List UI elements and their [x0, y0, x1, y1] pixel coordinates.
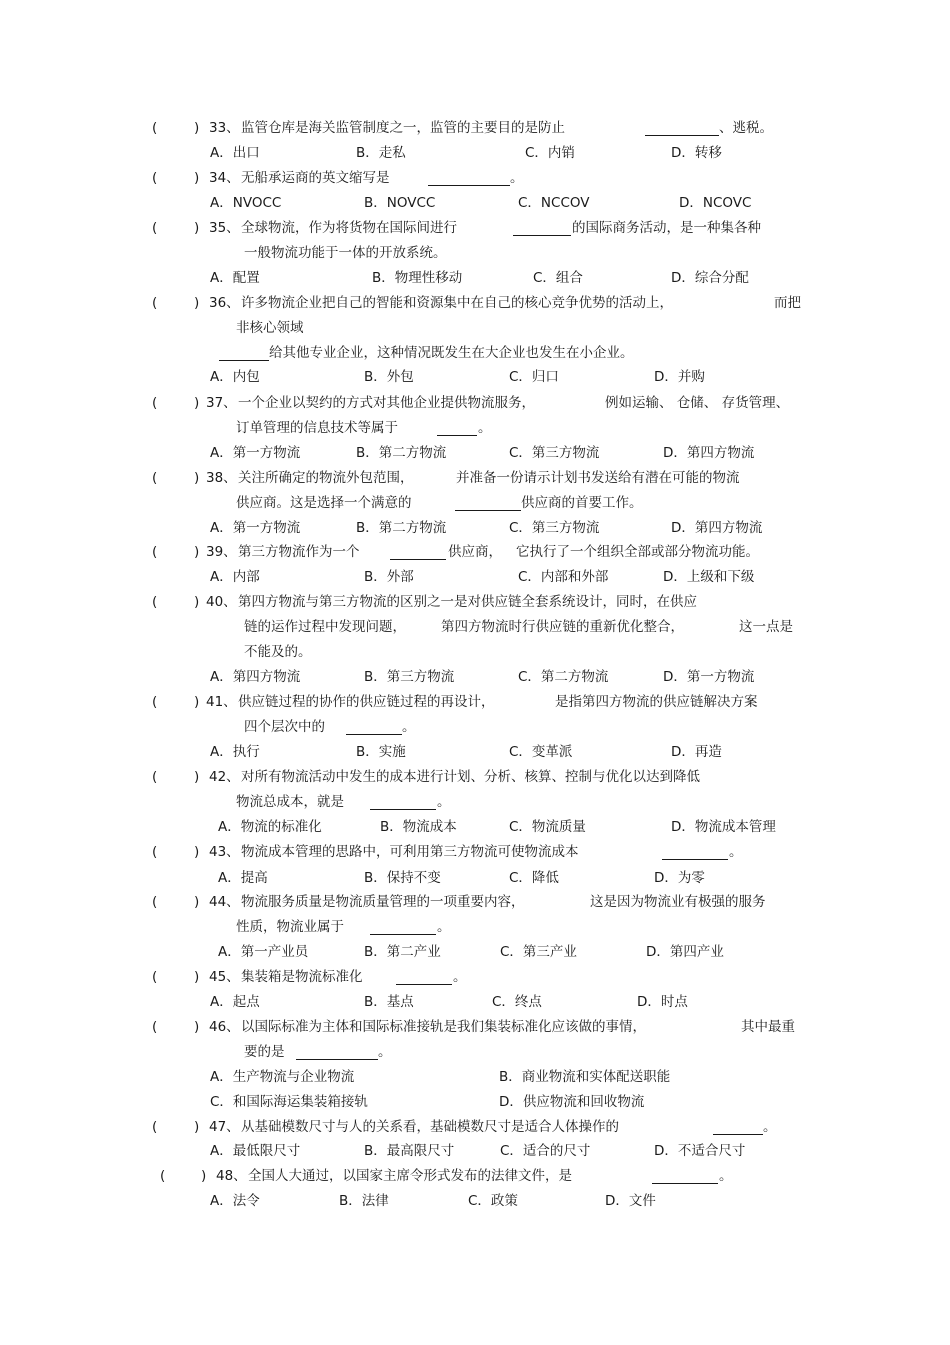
question-number: 42、 — [209, 769, 240, 785]
option-b: B．第二方物流 — [356, 445, 447, 461]
answer-blank — [396, 970, 452, 985]
answer-paren-open: ( — [152, 594, 158, 610]
question-text: 关注所确定的物流外包范围， — [238, 470, 414, 486]
question-text: 其中最重 — [741, 1019, 795, 1035]
answer-paren-close: ) — [194, 120, 200, 136]
option-c: C．组合 — [533, 270, 583, 286]
question-text: 。 — [378, 1044, 392, 1060]
answer-paren-open: ( — [152, 295, 158, 311]
question-number: 47、 — [209, 1119, 240, 1135]
answer-paren-open: ( — [152, 170, 158, 186]
answer-paren-open: ( — [152, 220, 158, 236]
question-text: 许多物流企业把自己的智能和资源集中在自己的核心竞争优势的活动上， — [241, 295, 673, 311]
question-text: 第四方物流与第三方物流的区别之一是对供应链全套系统设计，同时，在供应 — [238, 594, 697, 610]
option-d: D．上级和下级 — [663, 569, 755, 585]
option-c: C．内销 — [525, 145, 575, 161]
question-text: 。 — [719, 1168, 733, 1184]
answer-blank — [219, 346, 269, 361]
option-a: A．配置 — [210, 270, 260, 286]
question-number: 37、 — [206, 395, 237, 411]
option-c: C．变革派 — [509, 744, 573, 760]
option-d: D．文件 — [605, 1193, 656, 1209]
option-d: D．再造 — [671, 744, 722, 760]
answer-blank — [652, 1169, 718, 1184]
option-a: A．法令 — [210, 1193, 260, 1209]
answer-paren-open: ( — [152, 894, 158, 910]
question-number: 34、 — [209, 170, 240, 186]
answer-blank — [713, 1120, 763, 1135]
question-number: 46、 — [209, 1019, 240, 1035]
question-text: 物流服务质量是物流质量管理的一项重要内容， — [241, 894, 525, 910]
option-c: C．第二方物流 — [518, 669, 609, 685]
option-a: A．NVOCC — [210, 195, 282, 211]
question-text: 的国际商务活动，是一种集各种 — [572, 220, 761, 236]
answer-paren-close: ) — [194, 1019, 200, 1035]
question-text: 这一点是 — [739, 619, 793, 635]
question-number: 43、 — [209, 844, 240, 860]
answer-blank — [437, 421, 477, 436]
question-text: 供应商的首要工作。 — [521, 495, 643, 511]
option-d: D．不适合尺寸 — [654, 1143, 746, 1159]
question-text: 链的运作过程中发现问题， — [244, 619, 406, 635]
option-c: C．内部和外部 — [518, 569, 609, 585]
option-a: A．第四方物流 — [210, 669, 301, 685]
option-d: D．第一方物流 — [663, 669, 755, 685]
question-text: 并准备一份请示计划书发送给有潜在可能的物流 — [456, 470, 740, 486]
answer-paren-close: ) — [194, 220, 200, 236]
question-text: 它执行了一个组织全部或部分物流功能。 — [516, 544, 759, 560]
option-a: A．最低限尺寸 — [210, 1143, 301, 1159]
answer-blank — [662, 845, 728, 860]
option-d: D．转移 — [671, 145, 722, 161]
option-d: D．物流成本管理 — [671, 819, 776, 835]
question-number: 35、 — [209, 220, 240, 236]
answer-paren-open: ( — [152, 694, 158, 710]
option-a: A．第一方物流 — [210, 520, 301, 536]
option-a: A．执行 — [210, 744, 260, 760]
option-d: D．为零 — [654, 870, 705, 886]
question-text: 给其他专业企业，这种情况既发生在大企业也发生在小企业。 — [269, 345, 634, 361]
option-c: C．物流质量 — [509, 819, 586, 835]
option-b: B．最高限尺寸 — [364, 1143, 455, 1159]
question-text: 订单管理的信息技术等属于 — [236, 420, 398, 436]
question-text: 要的是 — [244, 1044, 285, 1060]
answer-paren-open: ( — [152, 1119, 158, 1135]
option-c: C．降低 — [509, 870, 559, 886]
option-c: C．第三方物流 — [509, 445, 600, 461]
option-b: B．第二产业 — [364, 944, 441, 960]
question-text: 。 — [729, 844, 743, 860]
answer-paren-open: ( — [152, 395, 158, 411]
question-text: 是指第四方物流的供应链解决方案 — [555, 694, 758, 710]
answer-paren-close: ) — [194, 544, 200, 560]
option-a: A．起点 — [210, 994, 260, 1010]
question-text: 对所有物流活动中发生的成本进行计划、分析、核算、控制与优化以达到降低 — [241, 769, 700, 785]
answer-blank — [296, 1045, 378, 1060]
answer-paren-close: ) — [194, 844, 200, 860]
question-text: 。 — [510, 170, 524, 186]
question-text: 第四方物流时行供应链的重新优化整合， — [441, 619, 684, 635]
answer-paren-open: ( — [152, 769, 158, 785]
option-b: B．保持不变 — [364, 870, 441, 886]
option-b: B．第二方物流 — [356, 520, 447, 536]
option-c: C．归口 — [509, 369, 559, 385]
option-b: B．走私 — [356, 145, 406, 161]
answer-paren-close: ) — [194, 969, 200, 985]
option-b: B．NOVCC — [364, 195, 436, 211]
question-number: 40、 — [206, 594, 237, 610]
question-number: 33、 — [209, 120, 240, 136]
question-text: 以国际标准为主体和国际标准接轨是我们集装标准化应该做的事情， — [241, 1019, 646, 1035]
option-b: B．外部 — [364, 569, 414, 585]
question-number: 38、 — [206, 470, 237, 486]
option-d: D．NCOVC — [679, 195, 752, 211]
option-d: D．第四产业 — [646, 944, 724, 960]
question-number: 48、 — [216, 1168, 247, 1184]
option-c: C．第三方物流 — [509, 520, 600, 536]
answer-paren-close: ) — [194, 1119, 200, 1135]
option-d: D．综合分配 — [671, 270, 749, 286]
question-text: 。 — [478, 420, 492, 436]
question-text: 无船承运商的英文缩写是 — [241, 170, 390, 186]
question-text: 供应商， — [448, 544, 502, 560]
option-b: B．基点 — [364, 994, 414, 1010]
answer-blank — [346, 720, 402, 735]
question-text: 这是因为物流业有极强的服务 — [590, 894, 766, 910]
option-a: A．内部 — [210, 569, 260, 585]
option-b: B．商业物流和实体配送职能 — [499, 1069, 671, 1085]
option-b: B．第三方物流 — [364, 669, 455, 685]
answer-blank — [513, 221, 571, 236]
option-c: C．第三产业 — [500, 944, 577, 960]
option-c: C．和国际海运集装箱接轨 — [210, 1094, 368, 1110]
option-a: A．生产物流与企业物流 — [210, 1069, 355, 1085]
question-text: 物流总成本，就是 — [236, 794, 344, 810]
question-text: 、逃税。 — [719, 120, 773, 136]
option-a: A．内包 — [210, 369, 260, 385]
question-number: 39、 — [206, 544, 237, 560]
option-a: A．提高 — [218, 870, 268, 886]
question-text: 监管仓库是海关监管制度之一，监管的主要目的是防止 — [241, 120, 565, 136]
question-number: 44、 — [209, 894, 240, 910]
question-text: 全球物流，作为将货物在国际间进行 — [241, 220, 457, 236]
question-text: 集装箱是物流标准化 — [241, 969, 363, 985]
question-number: 36、 — [209, 295, 240, 311]
answer-paren-open: ( — [152, 969, 158, 985]
question-text: 不能及的。 — [244, 644, 312, 660]
question-text: 一个企业以契约的方式对其他企业提供物流服务， — [238, 395, 535, 411]
answer-paren-close: ) — [194, 470, 200, 486]
answer-blank — [370, 795, 436, 810]
question-text: 非核心领域 — [236, 320, 304, 336]
answer-paren-close: ) — [194, 894, 200, 910]
answer-blank — [455, 496, 521, 511]
question-text: 。 — [763, 1119, 777, 1135]
option-b: B．物理性移动 — [372, 270, 463, 286]
option-a: A．第一产业员 — [218, 944, 309, 960]
question-text: 。 — [437, 919, 451, 935]
option-a: A．出口 — [210, 145, 260, 161]
answer-paren-close: ) — [194, 594, 200, 610]
question-text: 物流成本管理的思路中，可利用第三方物流可使物流成本 — [241, 844, 579, 860]
option-d: D．供应物流和回收物流 — [499, 1094, 645, 1110]
option-b: B．法律 — [339, 1193, 389, 1209]
question-number: 45、 — [209, 969, 240, 985]
answer-paren-open: ( — [160, 1168, 166, 1184]
question-number: 41、 — [206, 694, 237, 710]
answer-paren-close: ) — [194, 769, 200, 785]
option-c: C．终点 — [492, 994, 542, 1010]
question-text: 第三方物流作为一个 — [238, 544, 360, 560]
option-a: A．第一方物流 — [210, 445, 301, 461]
question-text: 性质，物流业属于 — [236, 919, 344, 935]
option-b: B．外包 — [364, 369, 414, 385]
option-a: A．物流的标准化 — [218, 819, 322, 835]
answer-paren-close: ) — [194, 170, 200, 186]
answer-paren-open: ( — [152, 1019, 158, 1035]
option-d: D．第四方物流 — [671, 520, 763, 536]
answer-paren-open: ( — [152, 844, 158, 860]
option-d: D．第四方物流 — [663, 445, 755, 461]
question-text: 而把 — [774, 295, 801, 311]
question-text: 。 — [453, 969, 467, 985]
question-text: 四个层次中的 — [244, 719, 325, 735]
answer-paren-close: ) — [194, 295, 200, 311]
option-c: C．适合的尺寸 — [500, 1143, 591, 1159]
option-d: D．并购 — [654, 369, 705, 385]
answer-paren-open: ( — [152, 120, 158, 136]
option-d: D．时点 — [637, 994, 688, 1010]
answer-paren-open: ( — [152, 470, 158, 486]
question-text: 从基础模数尺寸与人的关系看，基础模数尺寸是适合人体操作的 — [241, 1119, 619, 1135]
question-text: 一般物流功能于一体的开放系统。 — [244, 245, 447, 261]
answer-blank — [428, 171, 510, 186]
answer-blank — [645, 121, 719, 136]
question-text: 。 — [402, 719, 416, 735]
option-b: B．物流成本 — [380, 819, 457, 835]
option-b: B．实施 — [356, 744, 406, 760]
answer-paren-close: ) — [201, 1168, 207, 1184]
answer-paren-close: ) — [194, 395, 200, 411]
question-text: 供应链过程的协作的供应链过程的再设计， — [238, 694, 495, 710]
question-text: 供应商。这是选择一个满意的 — [236, 495, 412, 511]
option-c: C．政策 — [468, 1193, 518, 1209]
option-c: C．NCCOV — [518, 195, 590, 211]
answer-blank — [390, 545, 446, 560]
answer-paren-close: ) — [194, 694, 200, 710]
question-text: 全国人大通过，以国家主席令形式发布的法律文件，是 — [248, 1168, 572, 1184]
answer-blank — [370, 920, 436, 935]
answer-paren-open: ( — [152, 544, 158, 560]
question-text: 。 — [437, 794, 451, 810]
question-text: 例如运输、 仓储、 存货管理、 — [605, 395, 790, 411]
